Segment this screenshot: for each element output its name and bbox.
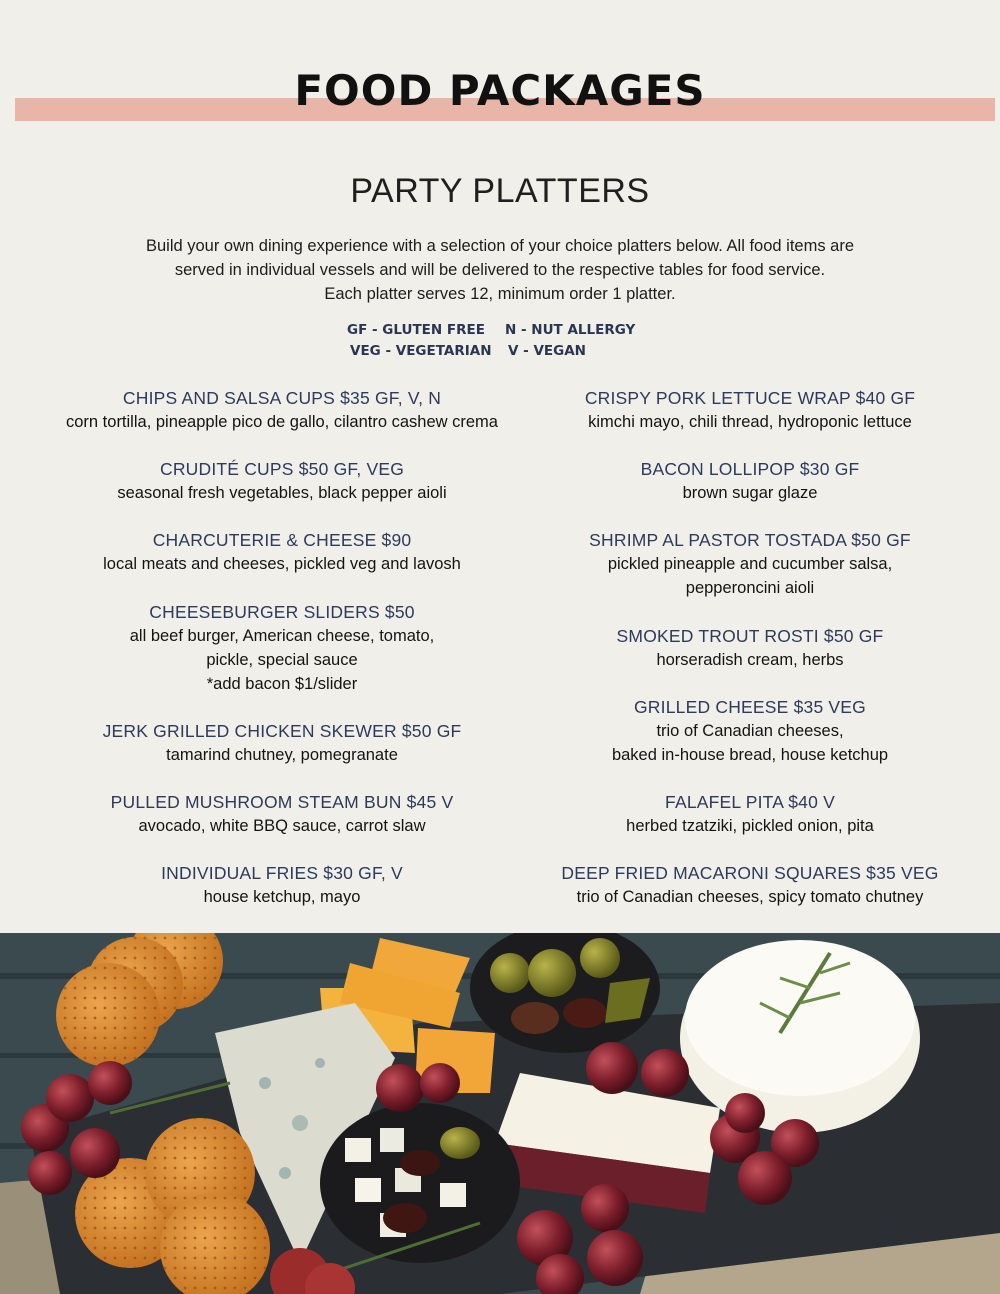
menu-item-name: PULLED MUSHROOM STEAM BUN $45 V bbox=[110, 792, 454, 812]
menu-item-desc: kimchi mayo, chili thread, hydroponic lettuce bbox=[588, 413, 912, 431]
menu-item bbox=[500, 624, 1000, 672]
menu-item-name: JERK GRILLED CHICKEN SKEWER $50 GF bbox=[102, 721, 462, 741]
menu-item-name: SHRIMP AL PASTOR TOSTADA $50 GF bbox=[589, 530, 911, 550]
menu-item bbox=[500, 528, 1000, 600]
menu-item bbox=[500, 861, 1000, 909]
menu-item-desc: brown sugar glaze bbox=[682, 484, 818, 502]
menu-item-name: CHARCUTERIE & CHEESE $90 bbox=[152, 530, 412, 550]
menu-item-desc: pickle, special sauce bbox=[206, 651, 358, 669]
legend-nut-allergy: N - NUT ALLERGY bbox=[505, 322, 636, 338]
menu-item-desc: house ketchup, mayo bbox=[203, 888, 361, 906]
menu-item-desc: herbed tzatziki, pickled onion, pita bbox=[626, 817, 874, 835]
menu-item-name: FALAFEL PITA $40 V bbox=[665, 792, 835, 812]
menu-item-desc: corn tortilla, pineapple pico de gallo, cilantro cashew crema bbox=[66, 413, 498, 431]
menu-item-name: DEEP FRIED MACARONI SQUARES $35 VEG bbox=[561, 863, 939, 883]
menu-item-name: CRISPY PORK LETTUCE WRAP $40 GF bbox=[584, 388, 916, 408]
menu-item-desc: tamarind chutney, pomegranate bbox=[166, 746, 398, 764]
section-title: PARTY PLATTERS bbox=[350, 172, 650, 210]
menu-item-name: SMOKED TROUT ROSTI $50 GF bbox=[616, 626, 884, 646]
menu-item bbox=[22, 790, 542, 838]
menu-item-desc: pickled pineapple and cucumber salsa, bbox=[607, 555, 893, 573]
menu-item-desc: all beef burger, American cheese, tomato, bbox=[129, 627, 435, 645]
menu-item-name: CRUDITÉ CUPS $50 GF, VEG bbox=[159, 459, 405, 479]
menu-item-desc: trio of Canadian cheeses, spicy tomato chutney bbox=[576, 888, 924, 906]
menu-item-desc: seasonal fresh vegetables, black pepper aioli bbox=[117, 484, 447, 502]
legend-vegetarian: VEG - VEGETARIAN bbox=[350, 343, 492, 359]
menu-item-desc: pepperoncini aioli bbox=[685, 579, 815, 597]
menu-item bbox=[500, 790, 1000, 838]
menu-item-desc: trio of Canadian cheeses, bbox=[656, 722, 844, 740]
intro-line: Each platter serves 12, minimum order 1 platter. bbox=[324, 285, 676, 303]
menu-item-name: CHIPS AND SALSA CUPS $35 GF, V, N bbox=[122, 388, 442, 408]
charcuterie-photo bbox=[0, 933, 1000, 1294]
menu-item-desc: avocado, white BBQ sauce, carrot slaw bbox=[138, 817, 426, 835]
menu-item bbox=[22, 719, 542, 767]
menu-item-name: INDIVIDUAL FRIES $30 GF, V bbox=[161, 863, 403, 883]
menu-item-desc: horseradish cream, herbs bbox=[656, 651, 844, 669]
menu-item bbox=[22, 861, 542, 909]
menu-item bbox=[22, 600, 542, 696]
intro-line: Build your own dining experience with a selection of your choice platters below. All food items are bbox=[145, 237, 855, 255]
page-title: FOOD PACKAGES bbox=[294, 66, 706, 115]
legend-vegan: V - VEGAN bbox=[508, 343, 586, 359]
menu-item-desc: local meats and cheeses, pickled veg and lavosh bbox=[103, 555, 461, 573]
menu-item bbox=[22, 457, 542, 505]
intro-line: served in individual vessels and will be delivered to the respective tables for food service. bbox=[174, 261, 826, 279]
menu-item bbox=[500, 386, 1000, 434]
menu-item-name: BACON LOLLIPOP $30 GF bbox=[640, 459, 860, 479]
menu-item-name: CHEESEBURGER SLIDERS $50 bbox=[149, 602, 415, 622]
menu-item-desc: baked in-house bread, house ketchup bbox=[611, 746, 889, 764]
charcuterie-illustration bbox=[0, 933, 1000, 1294]
menu-item bbox=[500, 695, 1000, 767]
menu-item bbox=[22, 528, 542, 576]
intro-text bbox=[90, 234, 910, 306]
menu-item bbox=[500, 457, 1000, 505]
menu-item-desc: *add bacon $1/slider bbox=[206, 675, 358, 693]
legend-gluten-free: GF - GLUTEN FREE bbox=[347, 322, 485, 338]
menu-item bbox=[22, 386, 542, 434]
menu-item-name: GRILLED CHEESE $35 VEG bbox=[634, 697, 866, 717]
